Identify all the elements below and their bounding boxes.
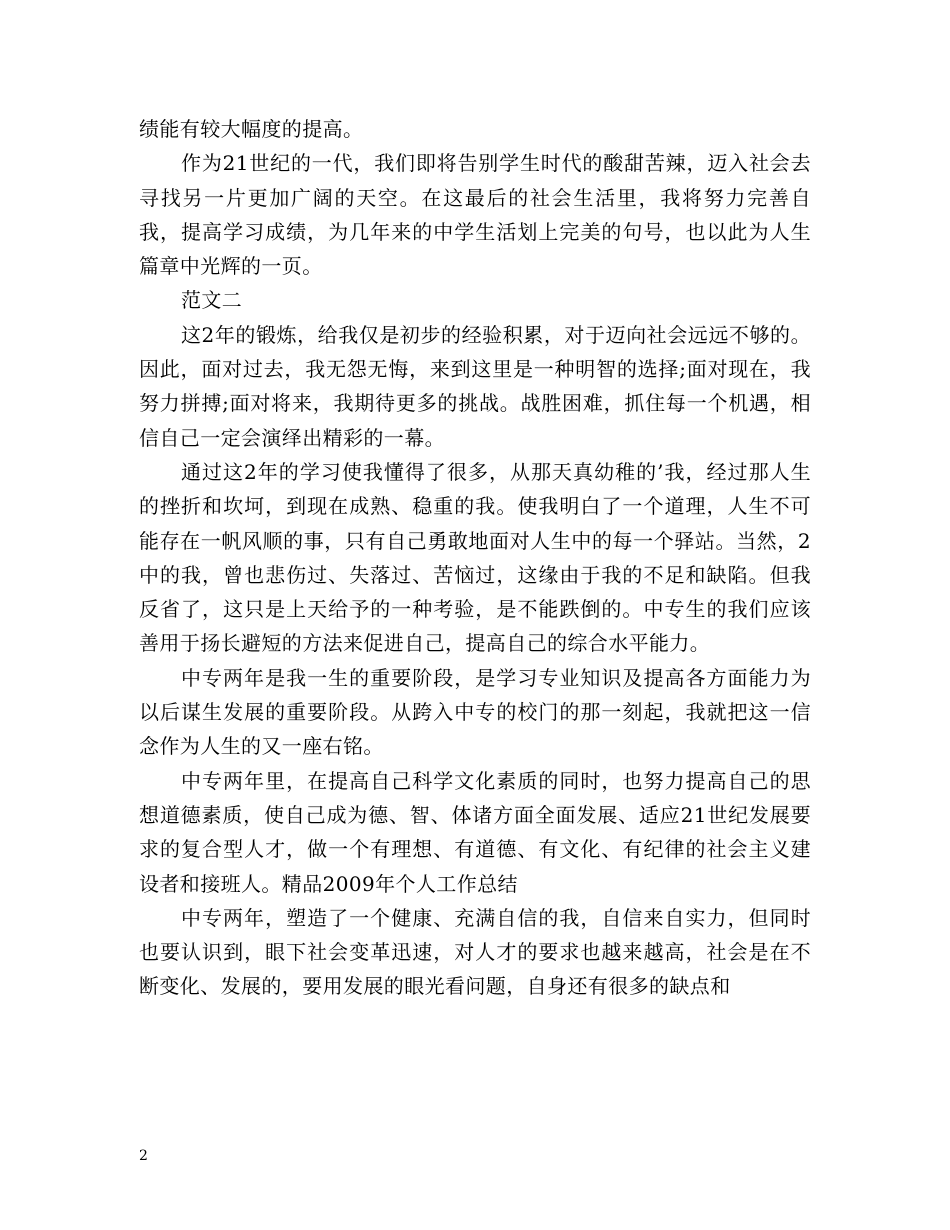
paragraph: 中专两年里，在提高自己科学文化素质的同时，也努力提高自己的思想道德素质，使自己成为德、智、体诸方面全面发展、适应21世纪发展要求的复合型人才，做一个有理想、有道德、有文化、有纪律的社会主义建设者和接班人。精品2009年个人工作总结 [139,768,811,896]
paragraph: 作为21世纪的一代，我们即将告别学生时代的酸甜苦辣，迈入社会去寻找另一片更加广阔的天空。在这最后的社会生活里，我将努力完善自我，提高学习成绩，为几年来的中学生活划上完美的句号，也以此为人生篇章中光辉的一页。 [139,151,811,279]
paragraph-continuation: 绩能有较大幅度的提高。 [139,117,364,141]
paragraph: 这2年的锻炼，给我仅是初步的经验积累，对于迈向社会远远不够的。因此，面对过去，我无怨无悔，来到这里是一种明智的选择;面对现在，我努力拼搏;面对将来，我期待更多的挑战。战胜困难，抓住每一个机遇，相信自己一定会演绎出精彩的一幕。 [139,322,811,450]
paragraph: 中专两年是我一生的重要阶段，是学习专业知识及提高各方面能力为以后谋生发展的重要阶段。从跨入中专的校门的那一刻起，我就把这一信念作为人生的又一座右铭。 [139,665,811,759]
section-heading: 范文二 [181,288,243,313]
document-body [139,112,811,1004]
paragraph: 中专两年，塑造了一个健康、充满自信的我，自信来自实力，但同时也要认识到，眼下社会变革迅速，对人才的要求也越来越高，社会是在不断变化、发展的，要用发展的眼光看问题，自身还有很多的缺点和 [139,905,811,999]
paragraph: 通过这2年的学习使我懂得了很多，从那天真幼稚的’我，经过那人生的挫折和坎坷，到现在成熟、稳重的我。使我明白了一个道理，人生不可能存在一帆风顺的事，只有自己勇敢地面对人生中的每一个驿站。当然，2中的我，曾也悲伤过、失落过、苦恼过，这缘由于我的不足和缺陷。但我反省了，这只是上天给予的一种考验，是不能跌倒的。中专生的我们应该善用于扬长避短的方法来促进自己，提高自己的综合水平能力。 [139,459,811,656]
page-number: 2 [139,1148,148,1164]
